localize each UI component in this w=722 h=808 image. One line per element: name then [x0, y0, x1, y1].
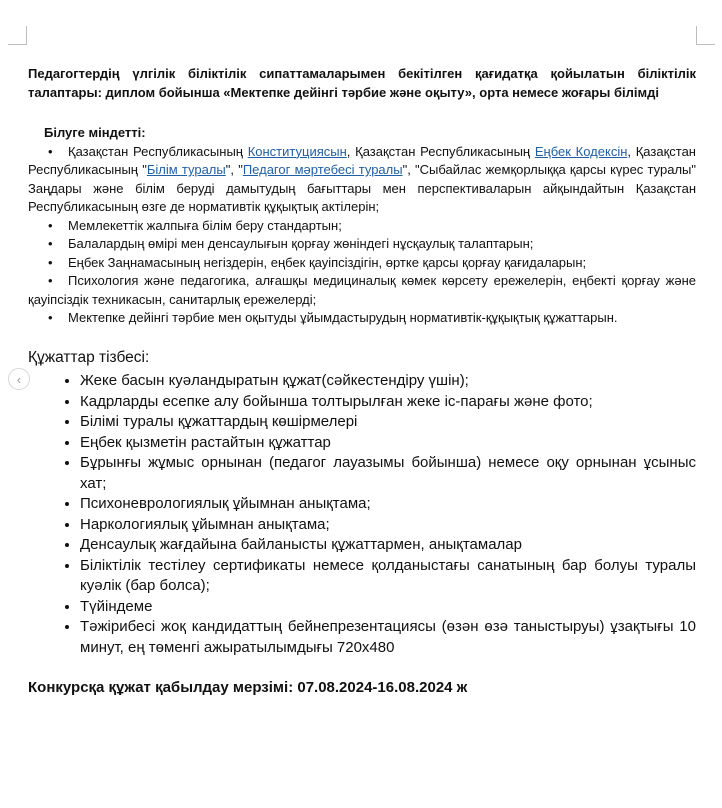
list-item: • Психоневрологиялық ұйымнан анықтама; — [80, 494, 696, 515]
duties-text: Балалардың өмірі мен денсаулығын қорғау жөніндегі нұсқаулық талаптарын; — [68, 236, 534, 251]
duties-text: , Қазақстан Республикасының — [346, 143, 535, 159]
list-item: • Кадрларды есепке алу бойынша толтырылған жеке іс-парағы және фото; — [80, 392, 696, 413]
constitution-link[interactable]: Конституциясын — [247, 143, 347, 159]
bullet-icon: • — [48, 254, 53, 270]
list-item: • Бұрынғы жұмыс орнынан (педагог лауазымы бойынша) немесе оқу орнынан ұсыныс хат; — [80, 453, 696, 494]
documents-list — [28, 371, 696, 658]
list-item: • Денсаулық жағдайына байланысты құжаттармен, анықтамалар — [80, 535, 696, 556]
duties-item — [28, 217, 696, 236]
education-law-link[interactable]: Білім туралы — [146, 162, 226, 177]
duties-section — [28, 124, 696, 328]
duties-item — [28, 272, 696, 309]
duties-text: Мемлекеттік жалпыға білім беру стандартын; — [68, 217, 342, 233]
list-item: • Тәжірибесі жоқ кандидаттың бейнепрезентациясы (өзән өзә таныстыруы) ұзақтығы 10 минут, ең төменгі ажыратылымдығы 720х480 — [80, 617, 696, 658]
documents-title: Құжаттар тізбесі: — [28, 348, 150, 366]
duties-text: ", " — [225, 162, 243, 177]
teacher-status-law-link[interactable]: Педагог мәртебесі туралы — [242, 162, 403, 177]
chevron-left-icon[interactable]: ‹ — [8, 368, 30, 390]
duties-item — [28, 254, 696, 273]
list-item: • Біліктілік тестілеу сертификаты немесе қолданыстағы санатының бар болуы туралы куәлік (бар болса); — [80, 556, 696, 597]
qualification-heading: Педагогтердің үлгілік біліктілік сипаттамаларымен бекітілген қағидатқа қойылатын біліктілік талаптары: диплом бойынша «Мектепке дейінгі тәрбие және оқыту», орта немесе жоғары білімді — [28, 66, 696, 100]
bullet-icon: • — [48, 217, 53, 233]
duties-item — [28, 143, 696, 217]
duties-text: , Қазақстан Республикасының " — [28, 143, 696, 177]
duties-text: Психология және педагогика, алғашқы медициналық көмек көрсету ережелерін, еңбекті қорғау және қауіпсіздік техникасын, санитарлық ережелерді; — [28, 273, 696, 307]
bullet-icon: • — [48, 310, 53, 325]
duties-item — [28, 309, 696, 328]
list-item: • Еңбек қызметін растайтын құжаттар — [80, 433, 696, 454]
submission-deadline: Конкурсқа құжат қабылдау мерзімі: 07.08.2024-16.08.2024 ж — [28, 679, 468, 696]
crop-mark-top-right — [696, 26, 715, 45]
list-item: • Жеке басын куәландыратын құжат(сәйкестендіру үшін); — [80, 371, 696, 392]
duties-item — [28, 235, 696, 254]
duties-text: ", "Сыбайлас жемқорлыққа қарсы күрес туралы" Заңдары және білім беруді дамытудың бағыттары мен перспективаларын айқындайтын Қазақстан Республикасының өзге де нормативтік құқықтық актілерін; — [28, 162, 696, 214]
bullet-icon: • — [48, 236, 53, 251]
documents-section — [28, 348, 696, 659]
list-item: • Наркологиялық ұйымнан анықтама; — [80, 515, 696, 536]
duties-text: Қазақстан Республикасының — [68, 143, 248, 159]
bullet-icon: • — [48, 273, 53, 288]
duties-text: Мектепке дейінгі тәрбие мен оқытуды ұйымдастырудың нормативтік-құқықтық құжаттарын. — [68, 310, 618, 325]
list-item: • Түйіндеме — [80, 597, 696, 618]
duties-title: Білуге міндетті: — [44, 125, 146, 140]
duties-text: Еңбек Заңнамасының негіздерін, еңбек қауіпсіздігін, өртке қарсы қорғау қағидаларын; — [68, 254, 587, 270]
list-item: • Білімі туралы құжаттардың көшірмелері — [80, 412, 696, 433]
bullet-icon: • — [48, 143, 53, 159]
labor-code-link[interactable]: Еңбек Кодексін — [534, 143, 628, 159]
crop-mark-top-left — [8, 26, 27, 45]
document-page — [28, 64, 696, 698]
